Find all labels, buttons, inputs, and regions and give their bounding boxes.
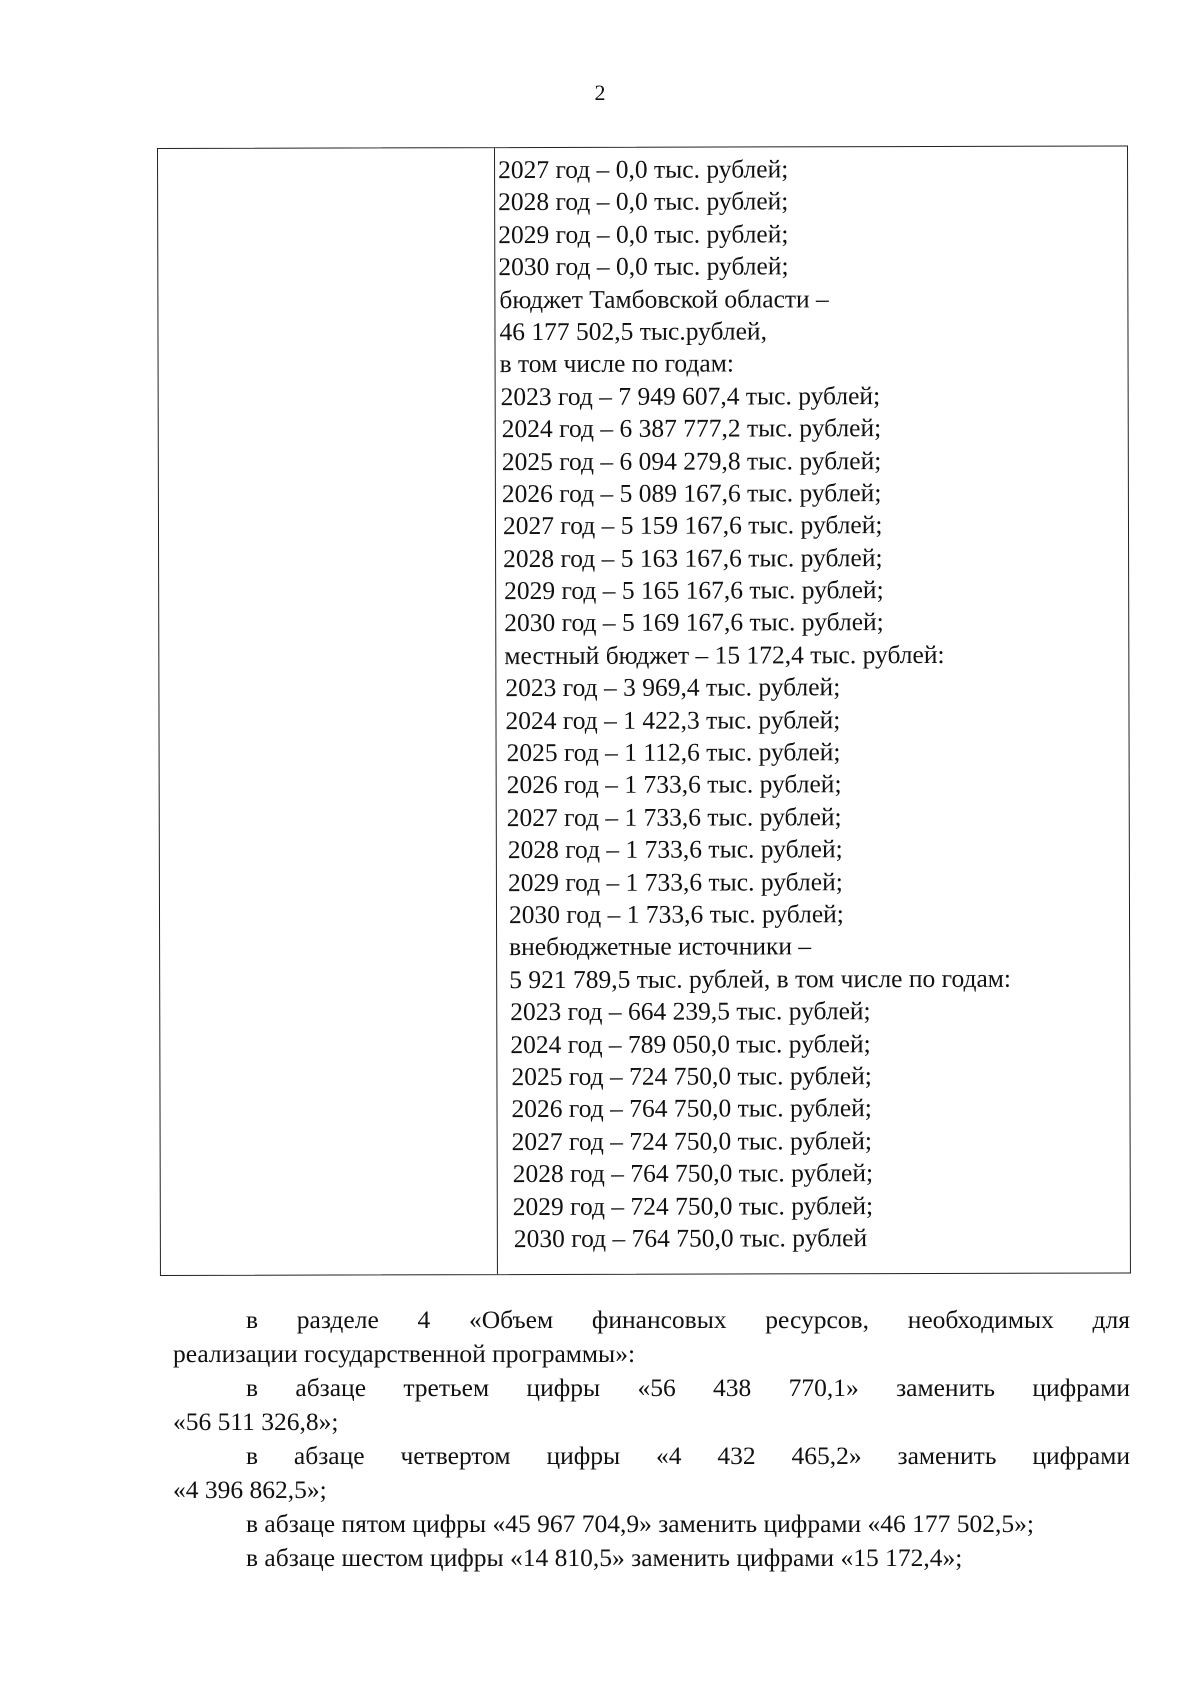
amendment-text <box>173 1303 1130 1575</box>
table-line: 2030 год – 764 750,0 тыс. рублей <box>513 1223 868 1253</box>
table-line: 2029 год – 0,0 тыс. рублей; <box>498 219 789 249</box>
table-line: 2026 год – 1 733,6 тыс. рублей; <box>506 769 842 800</box>
table-line: 2025 год – 1 112,6 тыс. рублей; <box>506 737 841 768</box>
section-intro-line-1: в разделе 4 «Объем финансовых ресурсов, необходимых для <box>246 1305 1130 1334</box>
table-line: 2029 год – 5 165 167,6 тыс. рублей; <box>504 575 884 606</box>
table-line: внебюджетные источники – <box>509 931 812 962</box>
table-line: 2028 год – 5 163 167,6 тыс. рублей; <box>503 542 883 573</box>
paragraph-4-line-1: в абзаце четвертом цифры «4 432 465,2» заменить цифрами <box>246 1441 1130 1470</box>
table-line: 5 921 789,5 тыс. рублей, в том числе по годам: <box>509 963 1012 994</box>
table-line: 2027 год – 5 159 167,6 тыс. рублей; <box>502 510 883 541</box>
paragraph-4-line-2: «4 396 862,5»; <box>173 1475 327 1504</box>
budget-table <box>157 145 1131 1276</box>
table-line: 2023 год – 3 969,4 тыс. рублей; <box>505 672 841 703</box>
table-line: в том числе по годам: <box>499 348 734 379</box>
table-line: 2023 год – 664 239,5 тыс. рублей; <box>510 996 871 1027</box>
table-line: 2029 год – 724 750,0 тыс. рублей; <box>512 1190 874 1221</box>
table-line: 2024 год – 789 050,0 тыс. рублей; <box>510 1028 871 1059</box>
table-line: 2027 год – 1 733,6 тыс. рублей; <box>506 802 842 832</box>
table-line: 2028 год – 0,0 тыс. рублей; <box>498 186 789 217</box>
table-left-cell <box>158 148 498 1275</box>
section-intro-line-2: реализации государственной программы»: <box>173 1339 636 1368</box>
table-line: 2028 год – 1 733,6 тыс. рублей; <box>507 834 843 865</box>
table-line: 2030 год – 1 733,6 тыс. рублей; <box>508 899 844 930</box>
table-line: 2024 год – 6 387 777,2 тыс. рублей; <box>501 413 882 444</box>
page-number: 2 <box>594 80 606 105</box>
table-line: 2026 год – 5 089 167,6 тыс. рублей; <box>501 478 882 509</box>
table-line: 2027 год – 0,0 тыс. рублей; <box>498 154 789 185</box>
paragraph-3-line-1: в абзаце третьем цифры «56 438 770,1» заменить цифрами <box>246 1373 1130 1402</box>
table-line: 2030 год – 0,0 тыс. рублей; <box>498 251 789 282</box>
paragraph-6: в абзаце шестом цифры «14 810,5» заменить цифрами «15 172,4»; <box>246 1543 963 1572</box>
table-right-cell <box>498 152 1130 1274</box>
table-line: 2024 год – 1 422,3 тыс. рублей; <box>505 704 841 735</box>
table-line: 2025 год – 724 750,0 тыс. рублей; <box>511 1061 872 1092</box>
table-line: 2028 год – 764 750,0 тыс. рублей; <box>512 1158 874 1189</box>
table-line: 46 177 502,5 тыс.рублей, <box>499 316 767 347</box>
table-line: 2029 год – 1 733,6 тыс. рублей; <box>507 866 843 897</box>
table-line: 2023 год – 7 949 607,4 тыс. рублей; <box>500 380 881 411</box>
paragraph-3-line-2: «56 511 326,8»; <box>173 1407 339 1436</box>
table-line: 2027 год – 724 750,0 тыс. рублей; <box>511 1125 872 1156</box>
table-line: местный бюджет – 15 172,4 тыс. рублей: <box>504 639 945 670</box>
table-line: 2025 год – 6 094 279,8 тыс. рублей; <box>501 445 882 476</box>
paragraph-5: в абзаце пятом цифры «45 967 704,9» заменить цифрами «46 177 502,5»; <box>246 1509 1035 1538</box>
table-line: 2030 год – 5 169 167,6 тыс. рублей; <box>504 607 884 638</box>
table-line: 2026 год – 764 750,0 тыс. рублей; <box>511 1093 872 1124</box>
table-line: бюджет Тамбовской области – <box>499 283 829 314</box>
